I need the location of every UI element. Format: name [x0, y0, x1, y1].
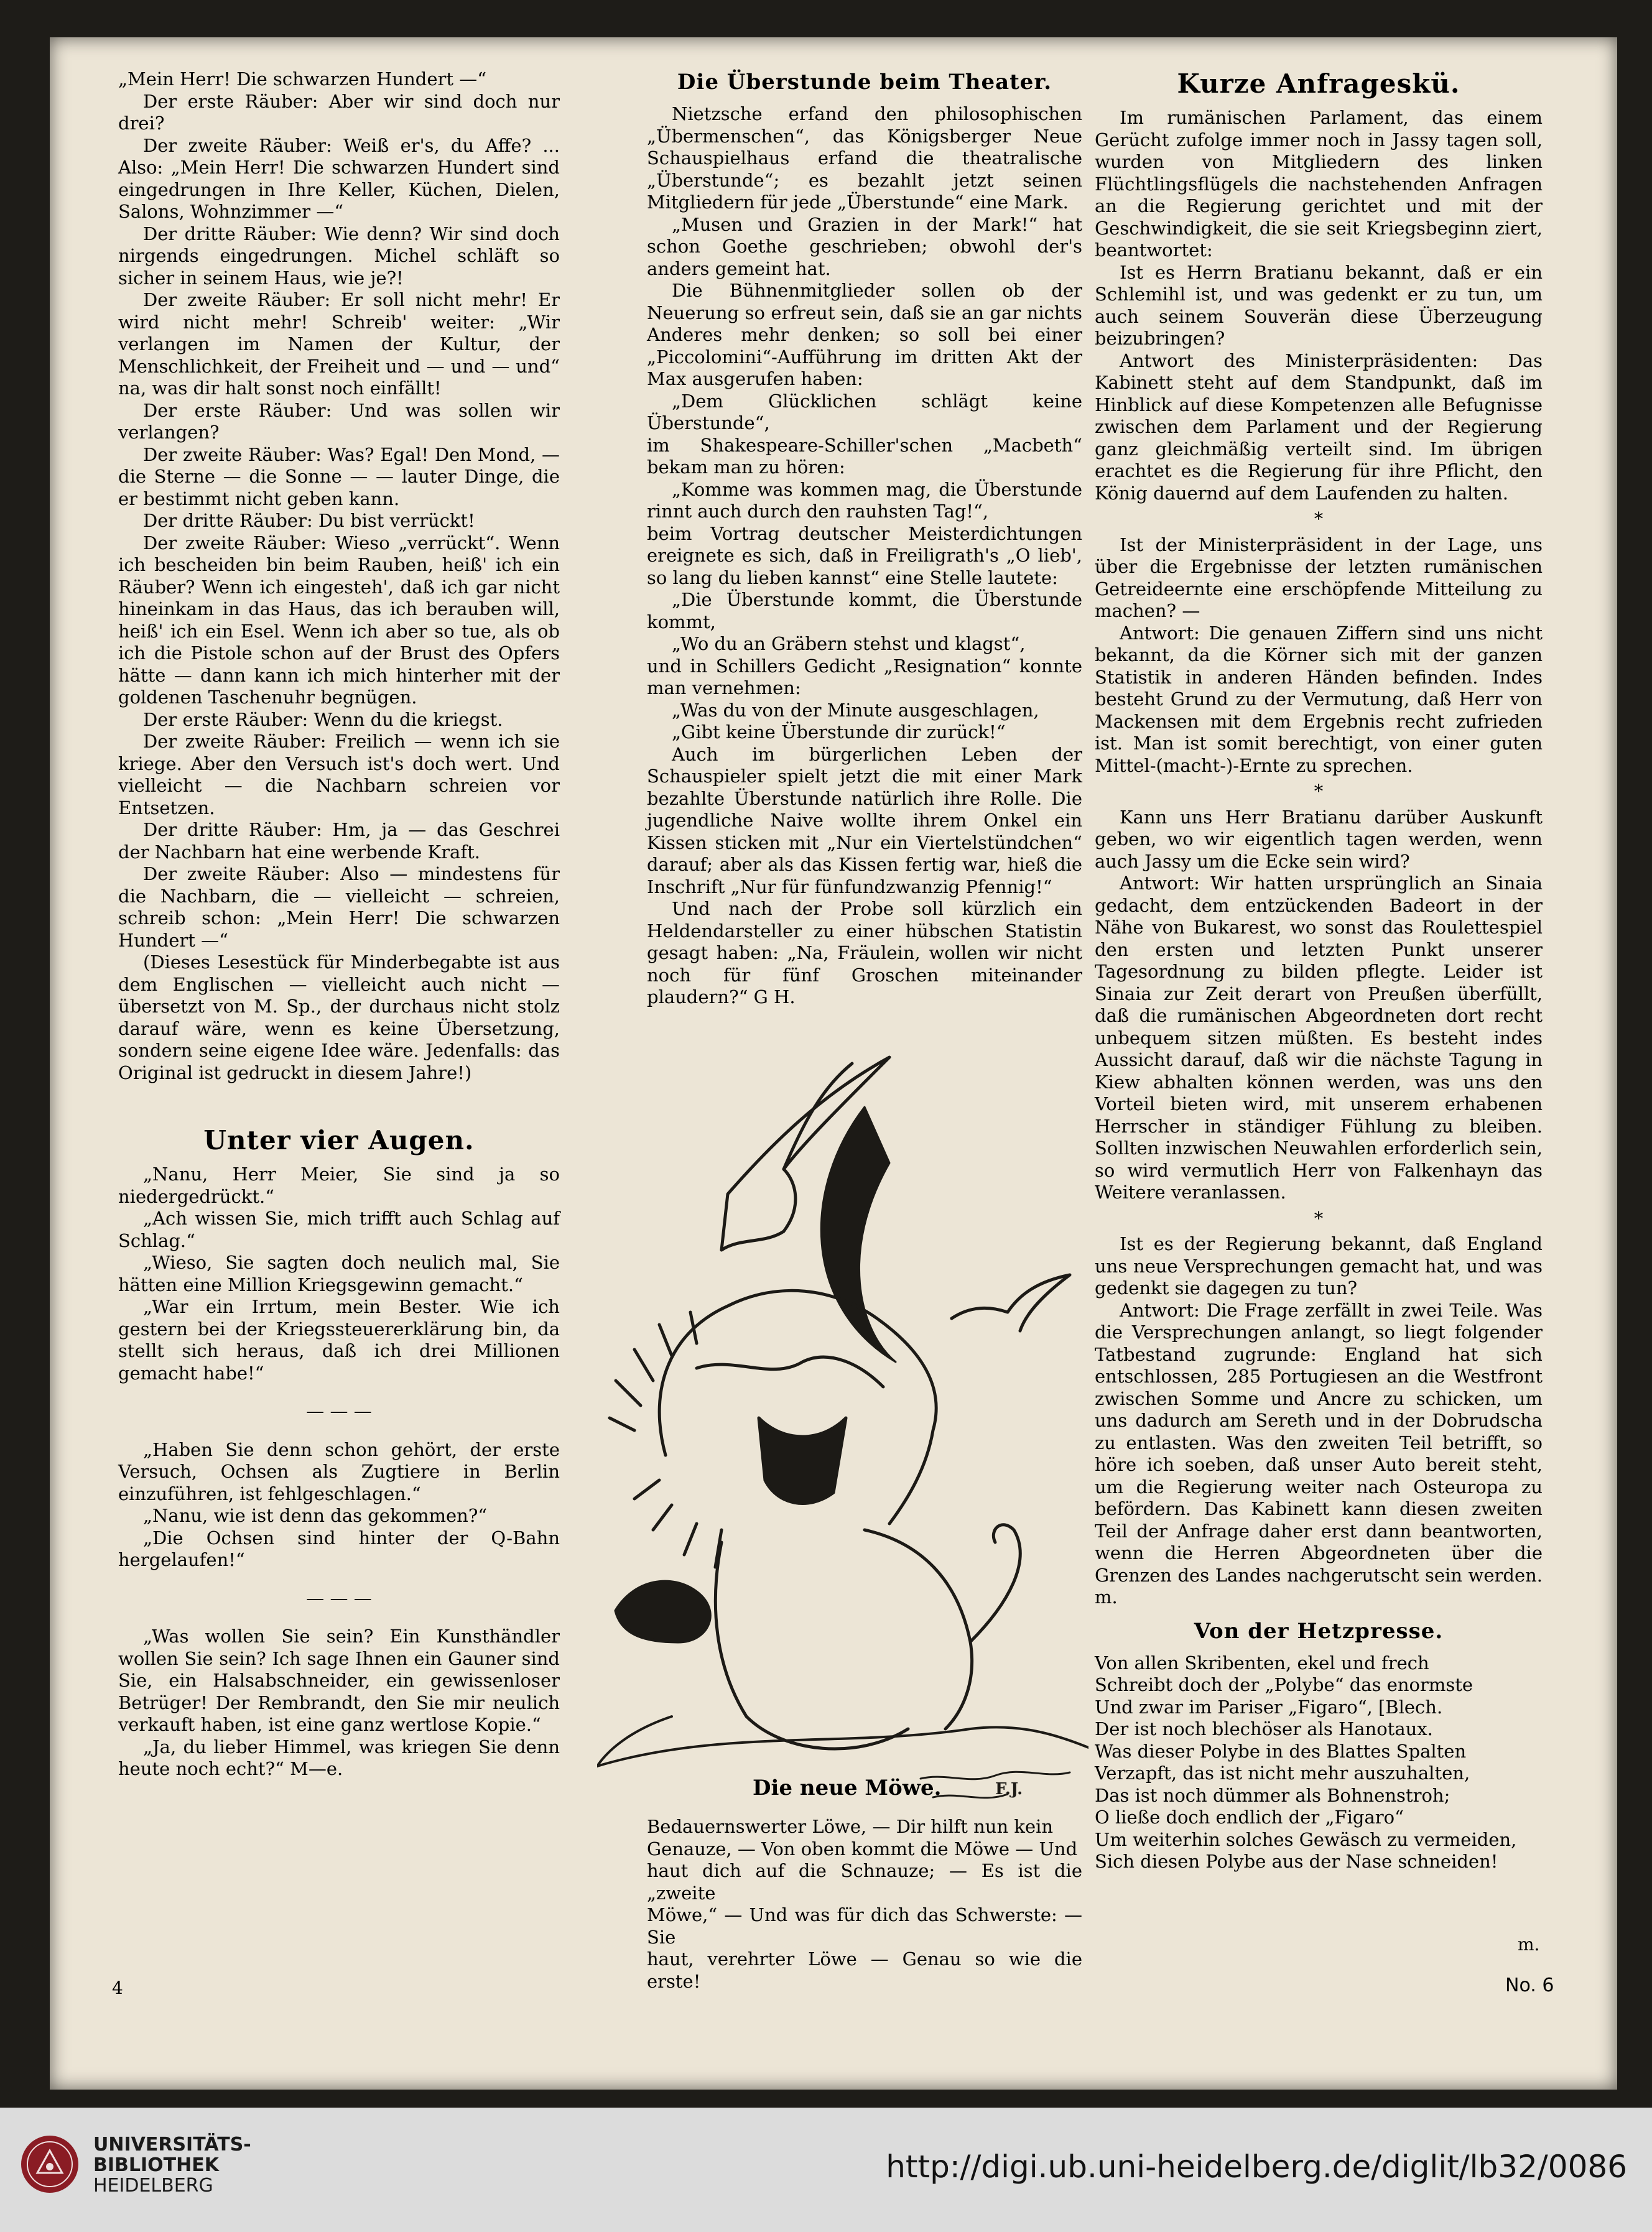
verse-line: Der ist noch blechöser als Hanotaux.: [1095, 1718, 1433, 1739]
paragraph: „Nanu, wie ist denn das gekommen?“: [143, 1505, 488, 1526]
paragraph: Der zweite Räuber: Er soll nicht mehr! Er wird nicht mehr! Schreib' weiter: „Wir verlangen im Namen der Kultur, der Menschlichkeit, der Freiheit und — und — und“ na, was dir halt sonst noch einfällt!: [118, 289, 560, 399]
verse-line: O ließe doch endlich der „Figaro“: [1095, 1807, 1404, 1828]
verse-line: Und zwar im Pariser „Figaro“, [Blech.: [1095, 1696, 1443, 1718]
paragraph: Kann uns Herr Bratianu darüber Auskunft geben, wo wir eigentlich tagen werden, wenn auch Jassy um die Ecke sein wird?: [1095, 806, 1543, 872]
column-right: [1095, 68, 1543, 1873]
small-gull-icon: [952, 1275, 1070, 1331]
paragraph: „Nanu, Herr Meier, Sie sind ja so niedergedrückt.“: [118, 1164, 560, 1207]
paragraph: Antwort: Die genauen Ziffern sind uns nicht bekannt, da die Körner sich mit der ganzen Statistik in anderen Händen befinden. Indes besteht Grund zu der Vermutung, daß Herr von Mackensen mit dem Ergebnis recht zufrieden ist. Man ist somit berechtigt, von einer guten Mittel-(macht-)-Ernte zu sprechen.: [1095, 622, 1543, 776]
paragraph: „Musen und Grazien in der Mark!“ hat schon Goethe geschrieben; obwohl der's anders gemeint hat.: [647, 213, 1082, 279]
paragraph: „Haben Sie denn schon gehört, der erste Versuch, Ochsen als Zugtiere in Berlin einzuführen, ist fehlgeschlagen.“: [118, 1438, 560, 1504]
quote: „Gibt keine Überstunde dir zurück!“: [672, 721, 1006, 743]
verse-line: Verzapft, das ist nicht mehr auszuhalten,: [1095, 1762, 1470, 1784]
quote: „Komme was kommen mag, die Überstunde rinnt auch durch den rauhsten Tag!“,: [647, 478, 1082, 522]
verse-line: Was dieser Polybe in des Blattes Spalten: [1095, 1740, 1467, 1762]
separator: — — —: [306, 1587, 372, 1609]
verse-line: Bedauernswerter Löwe, — Dir hilft nun kein: [647, 1816, 1054, 1837]
quote: „Wo du an Gräbern stehst und klagst“,: [672, 633, 1026, 654]
verse-line: Das ist noch dümmer als Bohnenstroh;: [1095, 1784, 1450, 1806]
paragraph: Der erste Räuber: Wenn du die kriegst.: [143, 708, 503, 730]
paragraph: „Die Ochsen sind hinter der Q-Bahn hergelaufen!“: [118, 1527, 560, 1570]
paragraph: Der zweite Räuber: Weiß er's, du Affe? ... Also: „Mein Herr! Die schwarzen Hundert sind eingedrungen in Ihre Keller, Küchen, Dielen, Salons, Wohnzimmer —“: [118, 134, 560, 222]
paragraph: beim Vortrag deutscher Meisterdichtungen ereignete es sich, daß in Freiligrath's „O lieb', so lang du lieben kannst“ eine Stelle lautete:: [647, 522, 1082, 588]
column-left: [118, 68, 560, 1781]
separator-star: *: [1314, 1207, 1324, 1229]
verse-line: Möwe,“ — Und was für dich das Schwerste: — Sie: [647, 1904, 1082, 1948]
artist-signature: F.J.: [995, 1780, 1023, 1799]
permalink-url[interactable]: http://digi.ub.uni-heidelberg.de/diglit/lb32/0086: [886, 2149, 1627, 2185]
paragraph: und in Schillers Gedicht „Resignation“ konnte man vernehmen:: [647, 655, 1082, 698]
page-number: 4: [112, 1978, 123, 1998]
paragraph: Ist es der Regierung bekannt, daß England uns neue Versprechungen gemacht hat, und was gedenkt sie dagegen zu tun?: [1095, 1233, 1543, 1299]
paragraph: Im rumänischen Parlament, das einem Gerücht zufolge immer noch in Jassy tagen soll, wurden von Mitgliedern des linken Flüchtlingsflügels die nachstehenden Anfragen an die Regierung gerichtet und mit der Geschwindigkeit, die sie seit Kriegsbeginn ziert, beantwortet:: [1095, 107, 1543, 261]
quote: „Dem Glücklichen schlägt keine Überstunde“,: [647, 390, 1082, 433]
verse-line: Von allen Skribenten, ekel und frech: [1095, 1652, 1429, 1674]
paragraph: Und nach der Probe soll kürzlich ein Heldendarsteller zu einer hübschen Statistin gesagt haben: „Na, Fräulein, wollen wir nicht noch für fünf Groschen miteinander plaudern?“ G H.: [647, 898, 1082, 1007]
paragraph: „War ein Irrtum, mein Bester. Wie ich gestern bei der Kriegssteuererklärung bin, da stellt sich heraus, daß ich drei Millionen gemacht habe!“: [118, 1296, 560, 1384]
paragraph: Der erste Räuber: Aber wir sind doch nur drei?: [118, 90, 560, 134]
university-seal-icon: [19, 2133, 81, 2195]
paragraph: im Shakespeare-Schiller'schen „Macbeth“ bekam man zu hören:: [647, 434, 1082, 478]
paragraph: Nietzsche erfand den philosophischen „Übermenschen“, das Königsberger Neue Schauspielhaus erfand die theatralische „Überstunde“; es bezahlt jetzt seinen Mitgliedern für jede „Überstunde“ eine Mark.: [647, 103, 1082, 213]
verse-line: Genauze, — Von oben kommt die Möwe — Und: [647, 1838, 1078, 1859]
column-middle: [647, 68, 1082, 1009]
paragraph: Antwort des Ministerpräsidenten: Das Kabinett steht auf dem Standpunkt, daß im Hinblick auf diese Kompetenzen alle Befugnisse zwischen dem Parlament und der Regierung ganz gleichmäßig verteilt sind. Im übrigen erachtet es die Regierung für ihre Pflicht, den König dauernd auf dem Laufenden zu halten.: [1095, 350, 1543, 504]
paragraph: Auch im bürgerlichen Leben der Schauspieler spielt jetzt die mit einer Mark bezahlte Überstunde natürlich ihre Rolle. Die jugendliche Naive wollte ihrem Onkel ein Kissen sticken mit „Nur ein Viertelstündchen“ darauf; aber als das Kissen fertig war, hieß die Inschrift „Nur für fünfundzwanzig Pfennig!“: [647, 743, 1082, 897]
institution-line: UNIVERSITÄTS-: [93, 2134, 251, 2156]
paragraph: Der zweite Räuber: Was? Egal! Den Mond, — die Sterne — die Sonne — — lauter Dinge, die er bestimmt nicht geben kann.: [118, 443, 560, 509]
paragraph: Der erste Räuber: Und was sollen wir verlangen?: [118, 399, 560, 443]
paragraph: Der dritte Räuber: Du bist verrückt!: [143, 510, 475, 531]
institution-line: BIBLIOTHEK: [93, 2154, 219, 2176]
verse-line: haut, verehrter Löwe — Genau so wie die erste!: [647, 1948, 1082, 1992]
quote: „Die Überstunde kommt, die Überstunde kommt,: [647, 589, 1082, 632]
paragraph: Der dritte Räuber: Hm, ja — das Geschrei der Nachbarn hat eine werbende Kraft.: [118, 819, 560, 863]
verse-line: Schreibt doch der „Polybe“ das enormste: [1095, 1674, 1473, 1695]
illustration-verse: [647, 1816, 1082, 1993]
paragraph: „Was wollen Sie sein? Ein Kunsthändler wollen Sie sein? Ich sage Ihnen ein Gauner sind Sie, ein Halsabschneider, ein gewissenloser Betrüger! Der Rembrandt, den Sie mir neulich verkauft haben, ist eine ganz wertlose Kopie.“: [118, 1626, 560, 1735]
paragraph: Der dritte Räuber: Wie denn? Wir sind doch nirgends eingedrungen. Michel schläft so sicher in seinem Haus, wie je?!: [118, 223, 560, 289]
paragraph: Der zweite Räuber: Wieso „verrückt“. Wenn ich bescheiden bin beim Rauben, heiß' ich ein Räuber? Wenn ich eingesteh', daß ich gar nicht hineinkam in das Haus, das ich berauben will, heiß' ich ein Esel. Wenn ich aber so tue, als ob ich die Pistole schon auf der Brust des Opfers hätte — dann kann ich mich hinterher mit der goldenen Taschenuhr begnügen.: [118, 532, 560, 708]
paragraph: Ist der Ministerpräsident in der Lage, uns über die Ergebnisse der letzten rumänischen Getreideernte eine erschöpfende Mitteilung zu machen? —: [1095, 534, 1543, 621]
paragraph: Der zweite Räuber: Freilich — wenn ich sie kriege. Aber den Versuch ist's doch wert. Und vielleicht — die Nachbarn schreien vor Entsetzen.: [118, 731, 560, 818]
separator-star: *: [1314, 508, 1324, 529]
issue-number: No. 6: [1505, 1975, 1554, 1996]
institution-name: [93, 2134, 251, 2196]
verse-line: haut dich auf die Schnauze; — Es ist die „zweite: [647, 1860, 1082, 1904]
illustration-caption: Die neue Möwe.: [753, 1776, 942, 1800]
institution-line: HEIDELBERG: [93, 2175, 213, 2197]
paragraph: „Ach wissen Sie, mich trifft auch Schlag auf Schlag.“: [118, 1208, 560, 1251]
paragraph: Antwort: Wir hatten ursprünglich an Sinaia gedacht, dem entzückenden Badeort in der Nähe von Bukarest, wo sonst das Roulettespiel den ersten und letzten Punkt unserer Tagesordnung zu bilden pflegte. Leider ist Sinaia zur Zeit derart von Preußen überfüllt, daß die rumänischen Abgeordneten dort recht unbequem sitzen müßten. Es besteht indes Aussicht darauf, daß wir die nächste Tagung in Kiew abhalten können werden, was uns den Vorteil bieten wird, mit unserem erhabenen Herrscher in ständiger Fühlung zu bleiben. Sollten inzwischen Neuwahlen erforderlich sein, so wird vermutlich Herr von Falkenhayn das Weitere veranlassen.: [1095, 873, 1543, 1203]
paragraph: Der zweite Räuber: Also — mindestens für die Nachbarn, die — vielleicht — schreien, schreib schon: „Mein Herr! Die schwarzen Hundert —“: [118, 863, 560, 951]
author-signature: m.: [1518, 1934, 1540, 1955]
paragraph: „Ja, du lieber Himmel, was kriegen Sie denn heute noch echt?“ M—e.: [118, 1736, 560, 1779]
verse-line: Sich diesen Polybe aus der Nase schneiden!: [1095, 1851, 1498, 1872]
paragraph: Antwort: Die Frage zerfällt in zwei Teile. Was die Versprechungen anlangt, so liegt folgender Tatbestand zugrunde: England hat sich entschlossen, 285 Portugiesen an die Westfront zwischen Somme und Ancre zu schicken, um uns dadurch am Sereth und in der Dobrudscha zu entlasten. Was den zweiten Teil betrifft, so höre ich soeben, daß unser Auto bereit steht, um die Regierung weiter nach Osteuropa zu befördern. Das Kabinett kann diesen zweiten Teil der Anfrage daher erst dann beantworten, wenn die Herren Abgeordneten über die Grenzen des Landes nachgerutscht sein werden. m.: [1095, 1299, 1543, 1608]
section-heading: Von der Hetzpresse.: [1194, 1618, 1444, 1644]
paragraph: Ist es Herrn Bratianu bekannt, daß er ein Schlemihl ist, und was gedenkt er zu tun, um auch seinem Souverän diese Überzeugung beizubringen?: [1095, 261, 1543, 349]
section-heading: Unter vier Augen.: [203, 1125, 475, 1155]
section-heading: Kurze Anfrageskü.: [1177, 68, 1460, 99]
verse-line: Um weiterhin solches Gewäsch zu vermeiden,: [1095, 1828, 1517, 1850]
paragraph: „Mein Herr! Die schwarzen Hundert —“: [118, 68, 487, 90]
section-heading: Die Überstunde beim Theater.: [677, 70, 1052, 95]
paragraph: „Wieso, Sie sagten doch neulich mal, Sie hätten eine Million Kriegsgewinn gemacht.“: [118, 1252, 560, 1295]
paw-icon: [616, 1581, 710, 1642]
paragraph: Die Bühnenmitglieder sollen ob der Neuerung so erfreut sein, daß sie an gar nichts Anderes mehr denken; so soll bei einer „Piccolomini“-Aufführung im dritten Akt der Max ausgerufen haben:: [647, 280, 1082, 389]
quote: „Was du von der Minute ausgeschlagen,: [672, 699, 1039, 721]
paragraph: (Dieses Lesestück für Minderbegabte ist aus dem Englischen — vielleicht auch nicht — übersetzt von M. Sp., der durchaus nicht stolz darauf wäre, wenn es keine Übersetzung, sondern seine eigene Idee wäre. Jedenfalls: das Original ist gedruckt in diesem Jahre!): [118, 952, 560, 1083]
separator-star: *: [1314, 780, 1324, 802]
separator: — — —: [306, 1401, 372, 1422]
lion-seagull-illustration: [597, 983, 1088, 1810]
